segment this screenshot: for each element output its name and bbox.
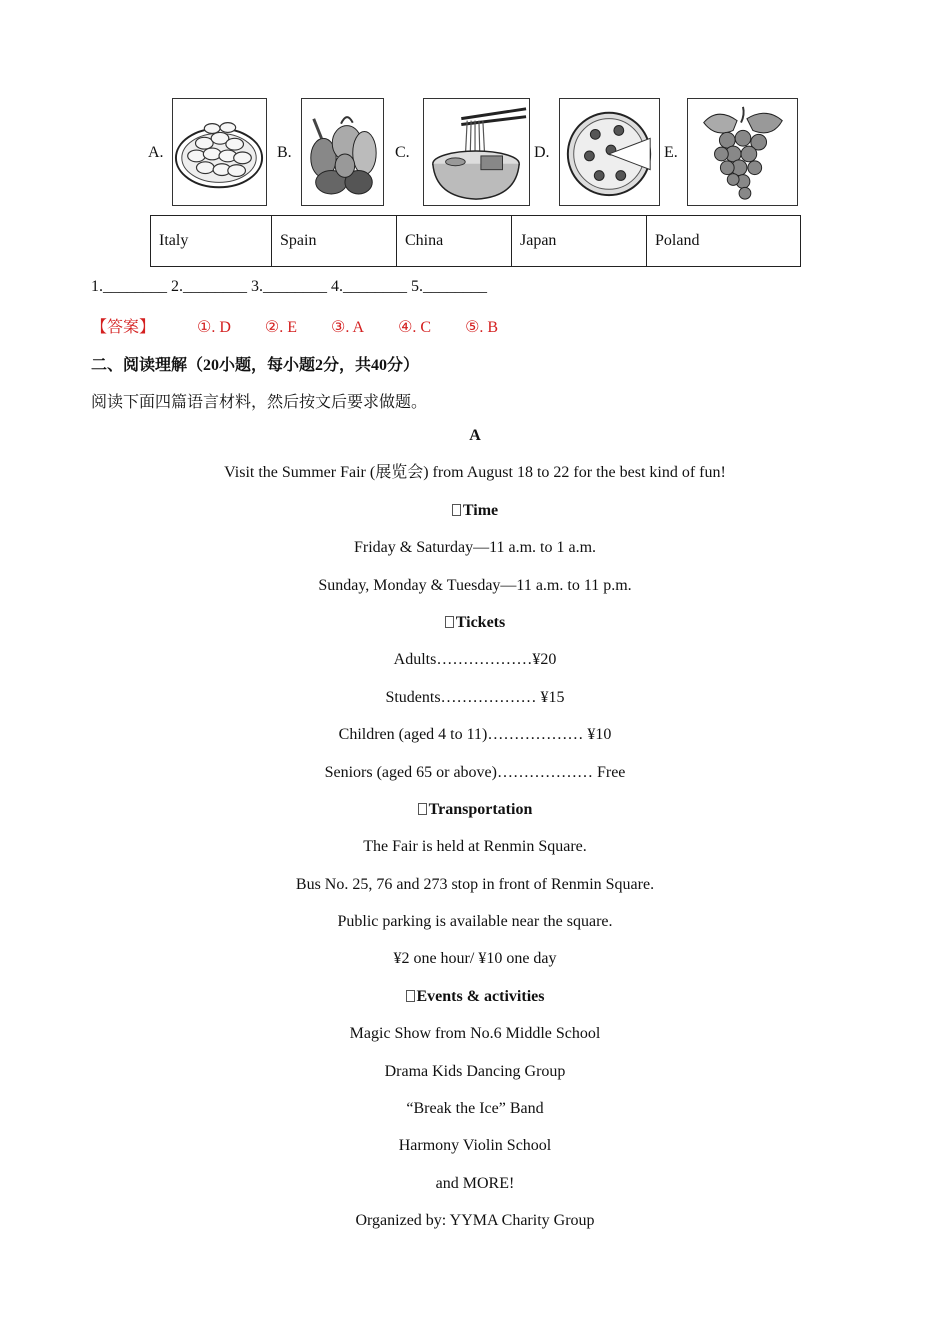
option-d-label: D. xyxy=(534,144,550,161)
ticket-line: Seniors (aged 65 or above)……………… Free xyxy=(324,763,626,781)
food-options-row xyxy=(0,96,950,208)
dumplings-icon xyxy=(172,98,267,206)
answer-label: 【答案】 xyxy=(91,319,156,336)
answer-item: ④. C xyxy=(398,319,432,336)
pizza-icon xyxy=(559,98,660,206)
transport-heading xyxy=(0,801,950,838)
event-line: “Break the Ice” Band xyxy=(406,1100,544,1118)
time-heading xyxy=(0,502,950,539)
ticket-line: Adults………………¥20 xyxy=(393,651,557,669)
country-cell: Japan xyxy=(512,216,647,267)
box-glyph-icon xyxy=(452,504,461,516)
time-heading-text: Time xyxy=(462,501,499,519)
event-line: Magic Show from No.6 Middle School xyxy=(349,1025,601,1043)
option-c-label: C. xyxy=(395,144,410,161)
option-e-label: E. xyxy=(664,144,678,161)
country-cell: Poland xyxy=(647,216,801,267)
country-cell: Italy xyxy=(151,216,272,267)
noodles-icon xyxy=(423,98,530,206)
passage-intro: Visit the Summer Fair (展览会) from August 18 to 22 for the best kind of fun! xyxy=(224,464,726,482)
countries-row xyxy=(151,216,801,267)
answer-item: ⑤. B xyxy=(465,319,499,336)
transport-line: Public parking is available near the square. xyxy=(337,913,613,931)
transport-line: ¥2 one hour/ ¥10 one day xyxy=(393,950,557,968)
passage-a xyxy=(0,427,950,1250)
organizer-line: Organized by: YYMA Charity Group xyxy=(355,1212,595,1230)
option-b-label: B. xyxy=(277,144,292,161)
answer-blanks: 1.________ 2.________ 3.________ 4.________ 5.________ xyxy=(91,278,487,295)
option-a-label: A. xyxy=(148,144,164,161)
event-line: and MORE! xyxy=(435,1174,515,1192)
events-heading xyxy=(0,988,950,1025)
tickets-heading-text: Tickets xyxy=(455,613,506,631)
vegetables-icon xyxy=(301,98,384,206)
answer-item: ②. E xyxy=(264,319,298,336)
transport-heading-text: Transportation xyxy=(428,800,533,818)
time-line: Sunday, Monday & Tuesday—11 a.m. to 11 p.m. xyxy=(318,576,632,594)
answer-item: ①. D xyxy=(197,319,231,336)
event-line: Harmony Violin School xyxy=(398,1137,552,1155)
tickets-heading xyxy=(0,614,950,651)
ticket-line: Children (aged 4 to 11)……………… ¥10 xyxy=(338,726,612,744)
box-glyph-icon xyxy=(418,803,427,815)
events-heading-text: Events & activities xyxy=(416,987,545,1005)
section-title: 二、阅读理解（20小题，每小题2分，共40分） xyxy=(91,357,420,374)
time-line: Friday & Saturday—11 a.m. to 1 a.m. xyxy=(353,539,597,557)
box-glyph-icon xyxy=(406,990,415,1002)
grapes-icon xyxy=(687,98,798,206)
country-cell: China xyxy=(397,216,512,267)
box-glyph-icon xyxy=(445,616,454,628)
countries-table xyxy=(150,215,801,267)
instruction-text: 阅读下面四篇语言材料，然后按文后要求做题。 xyxy=(91,394,428,411)
transport-line: The Fair is held at Renmin Square. xyxy=(363,838,587,856)
answer-item: ③. A xyxy=(331,319,365,336)
event-line: Drama Kids Dancing Group xyxy=(384,1062,566,1080)
transport-line: Bus No. 25, 76 and 273 stop in front of Renmin Square. xyxy=(295,875,655,893)
passage-heading: A xyxy=(469,427,481,444)
country-cell: Spain xyxy=(272,216,397,267)
answer-key xyxy=(91,314,528,337)
ticket-line: Students……………… ¥15 xyxy=(385,688,565,706)
